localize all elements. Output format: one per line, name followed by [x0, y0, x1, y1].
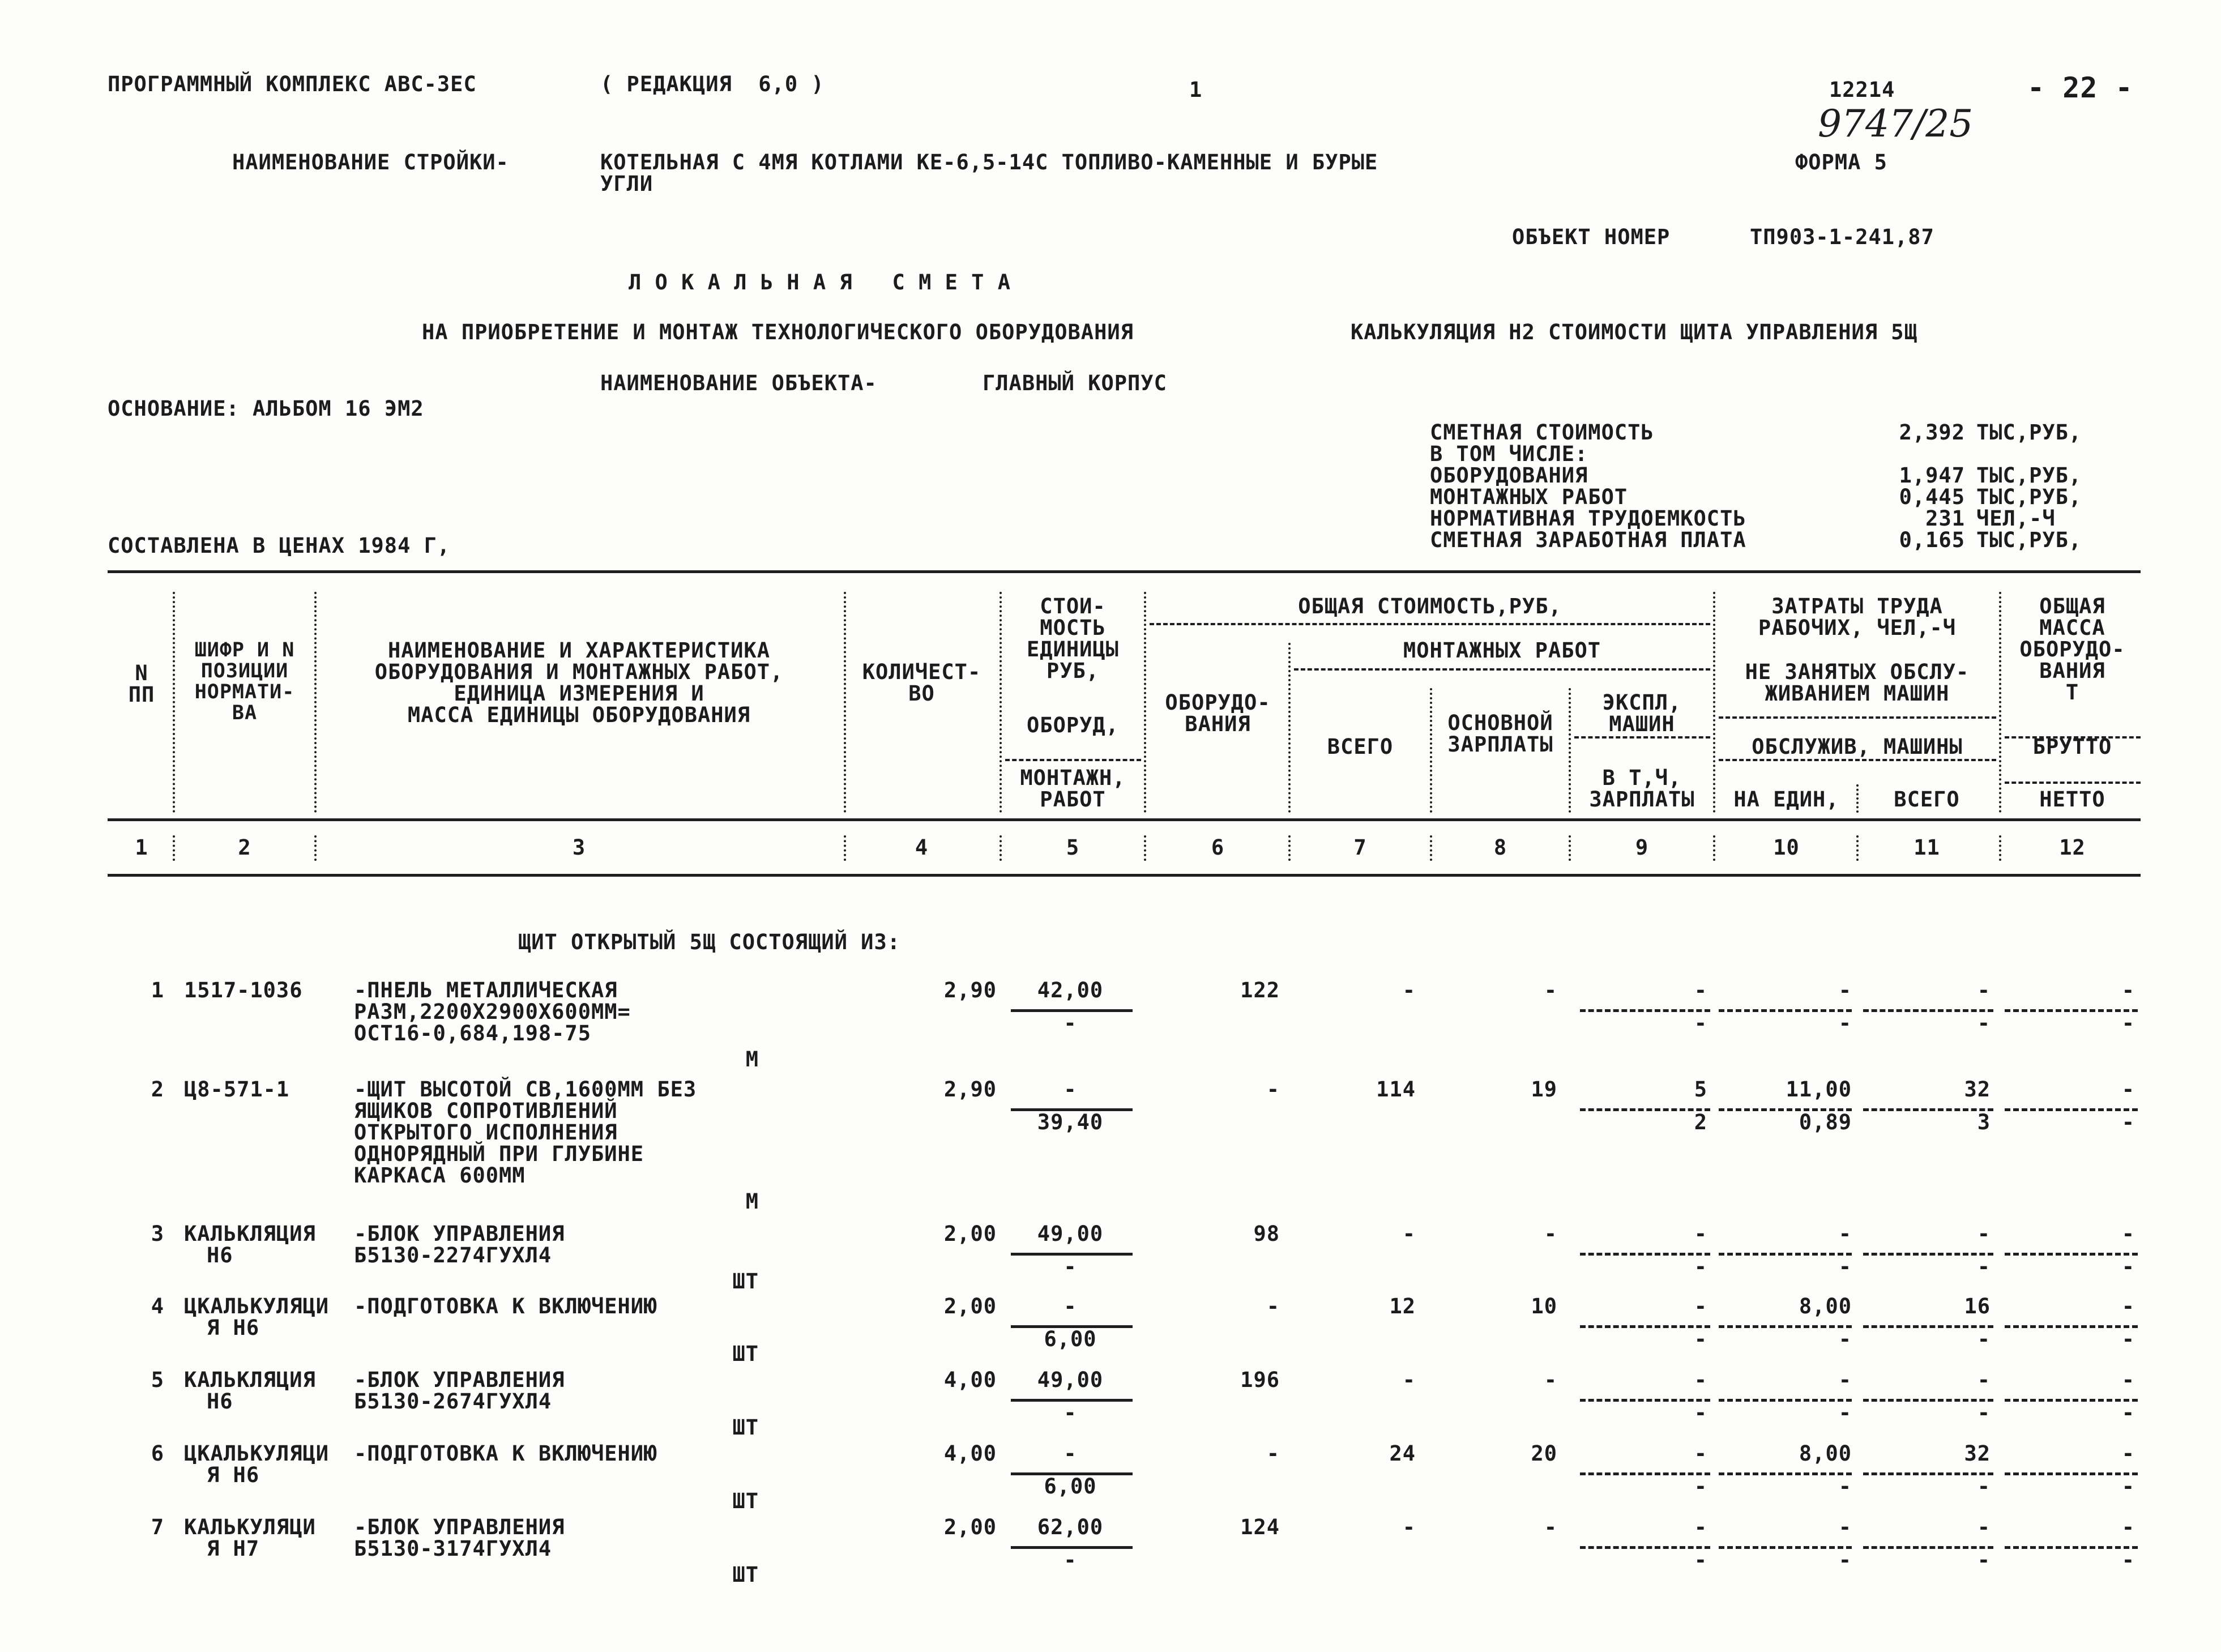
col-group-labor: РАБОЧИХ, ЧЕЛ,-Ч: [1758, 616, 1957, 640]
row-mass-net: -: [2121, 1110, 2135, 1134]
col-header-equipment: ВАНИЯ: [1185, 712, 1251, 736]
col-header-qty: ВО: [908, 681, 935, 706]
fraction-line: [2005, 1108, 2138, 1111]
row-unit-cost-mounting: 6,00: [1044, 1327, 1097, 1351]
row-total-mounting: -: [1402, 1368, 1416, 1392]
construction-label: НАИМЕНОВАНИЕ СТРОЙКИ-: [232, 150, 509, 174]
row-code: КАЛЬКУЛЯЦИ: [184, 1515, 316, 1539]
fraction-line: [1719, 1546, 1852, 1549]
row-total-equipment: -: [1266, 1441, 1280, 1466]
col-header-code: НОРМАТИ-: [194, 681, 295, 703]
row-salary: -: [1544, 1368, 1557, 1392]
row-description: -ЩИТ ВЫСОТОЙ СВ,1600ММ БЕЗ: [354, 1077, 697, 1102]
row-machines: -: [1694, 1441, 1707, 1466]
document-title: Л О К А Л Ь Н А Я С М Е Т А: [629, 270, 1011, 294]
object-name-label: НАИМЕНОВАНИЕ ОБЪЕКТА-: [600, 371, 877, 395]
row-labor-total: 32: [1964, 1441, 1991, 1466]
row-labor-total: -: [1977, 1515, 1991, 1539]
summary-label: ОБОРУДОВАНИЯ: [1430, 463, 1588, 488]
row-labor-total: -: [1977, 978, 1991, 1002]
row-code: 1517-1036: [184, 978, 303, 1002]
col-header-labor-total: ВСЕГО: [1894, 787, 1960, 812]
col-header-mass: ВАНИЯ: [2039, 659, 2105, 683]
row-quantity: 2,00: [943, 1294, 997, 1318]
row-labor-machine-per-unit: 0,89: [1799, 1110, 1852, 1134]
construction-name-line1: КОТЕЛЬНАЯ С 4МЯ КОТЛАМИ КЕ-6,5-14С ТОПЛИВО-КАМЕННЫЕ И БУРЫЕ: [600, 150, 1378, 174]
row-quantity: 4,00: [943, 1368, 997, 1392]
row-unit-cost-mounting: 6,00: [1044, 1474, 1097, 1499]
col-header-n: N: [135, 661, 148, 685]
column-number: 7: [1353, 835, 1367, 860]
row-description: -БЛОК УПРАВЛЕНИЯ: [354, 1368, 565, 1392]
row-labor-machine-per-unit: -: [1838, 1011, 1852, 1035]
col-header-labor-machine: ОБСЛУЖИВ, МАШИНЫ: [1752, 735, 1963, 759]
col-header-labor-free: ЖИВАНИЕМ МАШИН: [1765, 681, 1950, 706]
row-unit: М: [745, 1189, 759, 1214]
summary-value: 0,165: [1899, 528, 1965, 552]
row-labor-machine-total: -: [1977, 1254, 1991, 1279]
row-mass-net: -: [2121, 1011, 2135, 1035]
header-rule: [2005, 782, 2141, 784]
column-separator: [1856, 784, 1859, 813]
summary-label: В ТОМ ЧИСЛЕ:: [1430, 442, 1588, 466]
row-unit: ШТ: [732, 1489, 759, 1513]
row-code: КАЛЬКЛЯЦИЯ: [184, 1222, 316, 1246]
col-header-code: ВА: [232, 702, 258, 724]
summary-unit: ТЫС,РУБ,: [1976, 463, 2082, 488]
column-separator: [1713, 835, 1715, 861]
row-code: ЦКАЛЬКУЛЯЦИ: [184, 1294, 330, 1318]
basis: ОСНОВАНИЕ: АЛЬБОМ 16 ЭМ2: [108, 396, 424, 421]
row-number: 6: [151, 1441, 164, 1466]
row-quantity: 2,00: [943, 1515, 997, 1539]
fraction-line: [2005, 1399, 2138, 1402]
row-code: Я Н7: [207, 1536, 260, 1561]
column-separator: [844, 592, 846, 813]
fraction-line: [1863, 1253, 1993, 1256]
fraction-line: [2005, 1253, 2138, 1256]
row-labor-machine-total: -: [1977, 1401, 1991, 1425]
fraction-line: [1863, 1472, 1993, 1475]
summary-unit: ТЫС,РУБ,: [1976, 485, 2082, 509]
header-rule: [1005, 759, 1141, 761]
row-salary: -: [1544, 1222, 1557, 1246]
column-number: 3: [572, 835, 586, 860]
col-header-salary: ЗАРПЛАТЫ: [1447, 732, 1553, 757]
row-description: ОДНОРЯДНЫЙ ПРИ ГЛУБИНЕ: [354, 1142, 644, 1166]
column-number: 4: [915, 835, 929, 860]
summary-value: 1,947: [1899, 463, 1965, 488]
column-number: 9: [1635, 835, 1649, 860]
numbers-bottom-rule: [108, 874, 2141, 877]
row-code: Я Н6: [207, 1316, 260, 1340]
summary-label: МОНТАЖНЫХ РАБОТ: [1430, 485, 1628, 509]
row-labor-per-unit: 11,00: [1786, 1077, 1852, 1102]
col-header-mass-gross: БРУТТО: [2032, 735, 2112, 759]
col-header-per-unit: НА ЕДИН,: [1733, 787, 1839, 812]
column-separator: [1569, 688, 1571, 813]
row-labor-per-unit: -: [1838, 1368, 1852, 1392]
row-unit-cost-mounting: -: [1063, 1011, 1077, 1035]
row-unit: ШТ: [732, 1563, 759, 1587]
row-total-equipment: 124: [1240, 1515, 1280, 1539]
fraction-line: [1719, 1325, 1852, 1328]
fraction-line: [1719, 1472, 1852, 1475]
col-header-unit-cost-mounting: РАБОТ: [1040, 787, 1106, 812]
header-bottom-rule: [108, 818, 2141, 821]
row-description: Б5130-2274ГУХЛ4: [354, 1243, 552, 1267]
row-description: -БЛОК УПРАВЛЕНИЯ: [354, 1222, 565, 1246]
row-salary: -: [1544, 1515, 1557, 1539]
row-description: КАРКАСА 600ММ: [354, 1163, 526, 1188]
row-code: Н6: [207, 1389, 233, 1414]
summary-label: СМЕТНАЯ СТОИМОСТЬ: [1430, 420, 1654, 445]
row-labor-machine-total: -: [1977, 1474, 1991, 1499]
row-unit-cost-mounting: -: [1063, 1401, 1077, 1425]
calculation-title: КАЛЬКУЛЯЦИЯ Н2 СТОИМОСТИ ЩИТА УПРАВЛЕНИЯ 5Щ: [1351, 320, 1917, 344]
summary-label: СМЕТНАЯ ЗАРАБОТНАЯ ПЛАТА: [1430, 528, 1746, 552]
row-unit-cost-equipment: 42,00: [1037, 978, 1104, 1002]
row-description: -ПНЕЛЬ МЕТАЛЛИЧЕСКАЯ: [354, 978, 618, 1002]
row-labor-per-unit: -: [1838, 1515, 1852, 1539]
header-rule: [1294, 668, 1710, 671]
row-number: 5: [151, 1368, 164, 1392]
row-salary: -: [1544, 978, 1557, 1002]
row-mass-gross: -: [2121, 1294, 2135, 1318]
row-description: Б5130-3174ГУХЛ4: [354, 1536, 552, 1561]
row-unit-cost-mounting: 39,40: [1037, 1110, 1104, 1134]
row-machine-salary: -: [1694, 1011, 1707, 1035]
row-description: РАЗМ,2200Х2900Х600ММ=: [354, 1000, 631, 1024]
column-separator: [314, 592, 317, 813]
row-code: КАЛЬКЛЯЦИЯ: [184, 1368, 316, 1392]
row-labor-machine-total: -: [1977, 1327, 1991, 1351]
row-number: 3: [151, 1222, 164, 1246]
col-header-mass: ОБОРУДО-: [2019, 637, 2125, 661]
column-number: 6: [1211, 835, 1225, 860]
column-separator: [1288, 835, 1291, 861]
col-header-unit-cost: ЕДИНИЦЫ: [1027, 637, 1119, 661]
program-name: ПРОГРАММНЫЙ КОМПЛЕКС АВС-3ЕС: [108, 72, 477, 96]
fraction-line: [1580, 1009, 1710, 1012]
col-header-name: ЕДИНИЦА ИЗМЕРЕНИЯ И: [454, 681, 704, 706]
row-total-mounting: -: [1402, 978, 1416, 1002]
object-number: ТП903-1-241,87: [1750, 225, 1934, 249]
col-header-code: ШИФР И N: [194, 639, 295, 661]
fraction-line: [1863, 1009, 1993, 1012]
row-unit-cost-equipment: 49,00: [1037, 1222, 1104, 1246]
row-mass-net: -: [2121, 1327, 2135, 1351]
row-unit-cost-equipment: 49,00: [1037, 1368, 1104, 1392]
fraction-line: [1580, 1399, 1710, 1402]
col-header-machines: ЭКСПЛ,: [1602, 690, 1682, 715]
row-mass-gross: -: [2121, 1441, 2135, 1466]
fraction-line: [1580, 1472, 1710, 1475]
column-number: 5: [1066, 835, 1080, 860]
row-total-equipment: 122: [1240, 978, 1280, 1002]
col-header-qty: КОЛИЧЕСТ-: [862, 660, 981, 684]
row-unit-cost-equipment: 62,00: [1037, 1515, 1104, 1539]
column-separator: [173, 592, 175, 813]
row-labor-machine-total: 3: [1977, 1110, 1991, 1134]
column-separator: [1999, 592, 2001, 813]
fraction-line: [1863, 1546, 1993, 1549]
summary-value: 231: [1925, 506, 1965, 531]
col-header-unit-cost: МОСТЬ: [1040, 616, 1106, 640]
row-labor-machine-total: -: [1977, 1011, 1991, 1035]
construction-name-line2: УГЛИ: [600, 172, 654, 196]
handwritten-note: 9747/25: [1818, 102, 1974, 146]
row-mass-gross: -: [2121, 978, 2135, 1002]
column-number: 1: [135, 835, 148, 860]
row-machines: -: [1694, 1222, 1707, 1246]
header-rule: [1150, 623, 1710, 625]
table-top-rule: [108, 570, 2141, 573]
column-separator: [1288, 643, 1291, 813]
fraction-line: [1863, 1399, 1993, 1402]
row-quantity: 2,00: [943, 1222, 997, 1246]
col-header-unit-cost: СТОИ-: [1040, 594, 1106, 618]
col-header-unit-cost-equipment: ОБОРУД,: [1027, 713, 1119, 737]
row-total-equipment: -: [1266, 1077, 1280, 1102]
fraction-line: [1719, 1253, 1852, 1256]
fraction-line: [1580, 1253, 1710, 1256]
col-header-machine-salary: В Т,Ч,: [1602, 766, 1682, 790]
row-mass-gross: -: [2121, 1222, 2135, 1246]
fraction-line: [1580, 1108, 1710, 1111]
row-machines: 5: [1694, 1077, 1707, 1102]
row-unit-cost-equipment: -: [1063, 1294, 1077, 1318]
row-labor-total: -: [1977, 1222, 1991, 1246]
column-number: 2: [238, 835, 251, 860]
row-labor-total: 16: [1964, 1294, 1991, 1318]
row-quantity: 2,90: [943, 978, 997, 1002]
row-code: Ц8-571-1: [184, 1077, 290, 1102]
row-total-mounting: -: [1402, 1515, 1416, 1539]
row-machine-salary: 2: [1694, 1110, 1707, 1134]
row-unit-cost-mounting: -: [1063, 1254, 1077, 1279]
row-description: Б5130-2674ГУХЛ4: [354, 1389, 552, 1414]
fraction-line: [2005, 1325, 2138, 1328]
col-header-unit-cost-mounting: МОНТАЖН,: [1020, 766, 1126, 790]
column-separator: [1569, 835, 1571, 861]
row-labor-per-unit: -: [1838, 1222, 1852, 1246]
document-code: 12214: [1829, 78, 1895, 102]
row-number: 1: [151, 978, 164, 1002]
row-number: 2: [151, 1077, 164, 1102]
col-header-equipment: ОБОРУДО-: [1165, 690, 1271, 715]
row-labor-machine-per-unit: -: [1838, 1474, 1852, 1499]
fraction-line: [1863, 1108, 1993, 1111]
column-separator: [1430, 835, 1432, 861]
row-unit: ШТ: [732, 1415, 759, 1440]
row-description: -ПОДГОТОВКА К ВКЛЮЧЕНИЮ: [354, 1441, 657, 1466]
fraction-line: [2005, 1472, 2138, 1475]
column-separator: [314, 835, 317, 861]
fraction-line: [1580, 1546, 1710, 1549]
fraction-line: [2005, 1009, 2138, 1012]
row-labor-machine-per-unit: -: [1838, 1401, 1852, 1425]
summary-unit: ТЫС,РУБ,: [1976, 528, 2082, 552]
column-separator: [844, 835, 846, 861]
row-mass-net: -: [2121, 1401, 2135, 1425]
row-salary: 20: [1531, 1441, 1557, 1466]
row-machine-salary: -: [1694, 1327, 1707, 1351]
col-group-total-cost: ОБЩАЯ СТОИМОСТЬ,РУБ,: [1298, 594, 1562, 618]
column-separator: [1000, 835, 1002, 861]
row-machine-salary: -: [1694, 1474, 1707, 1499]
row-labor-total: -: [1977, 1368, 1991, 1392]
row-number: 7: [151, 1515, 164, 1539]
edition: ( РЕДАКЦИЯ 6,0 ): [600, 72, 825, 96]
object-number-label: ОБЪЕКТ НОМЕР: [1512, 225, 1671, 249]
header-rule: [1719, 759, 1996, 761]
row-salary: 19: [1531, 1077, 1557, 1102]
column-number: 8: [1493, 835, 1507, 860]
row-total-equipment: -: [1266, 1294, 1280, 1318]
row-unit: ШТ: [732, 1342, 759, 1366]
row-machine-salary: -: [1694, 1548, 1707, 1572]
row-description: ОСТ16-0,684,198-75: [354, 1021, 591, 1045]
row-total-mounting: 24: [1389, 1441, 1416, 1466]
row-code: Я Н6: [207, 1463, 260, 1487]
document-subtitle: НА ПРИОБРЕТЕНИЕ И МОНТАЖ ТЕХНОЛОГИЧЕСКОГО ОБОРУДОВАНИЯ: [422, 320, 1134, 344]
row-number: 4: [151, 1294, 164, 1318]
row-code: Н6: [207, 1243, 233, 1267]
col-header-mass: МАССА: [2039, 616, 2105, 640]
col-header-machines: МАШИН: [1609, 712, 1675, 736]
fraction-line: [1580, 1325, 1710, 1328]
column-separator: [1999, 835, 2001, 861]
row-machines: -: [1694, 978, 1707, 1002]
row-unit: М: [745, 1047, 759, 1072]
col-header-total: ВСЕГО: [1327, 735, 1394, 759]
column-number: 10: [1773, 835, 1800, 860]
row-code: ЦКАЛЬКУЛЯЦИ: [184, 1441, 330, 1466]
fraction-line: [1863, 1325, 1993, 1328]
row-total-mounting: 12: [1389, 1294, 1416, 1318]
summary-label: НОРМАТИВНАЯ ТРУДОЕМКОСТЬ: [1430, 506, 1746, 531]
row-labor-per-unit: 8,00: [1799, 1441, 1852, 1466]
col-header-mass-net: НЕТТО: [2039, 787, 2105, 812]
col-header-mass: Т: [2065, 680, 2079, 705]
row-description: -БЛОК УПРАВЛЕНИЯ: [354, 1515, 565, 1539]
column-number: 11: [1914, 835, 1940, 860]
row-mass-net: -: [2121, 1254, 2135, 1279]
col-header-name: ОБОРУДОВАНИЯ И МОНТАЖНЫХ РАБОТ,: [374, 660, 784, 684]
summary-value: 0,445: [1899, 485, 1965, 509]
col-header-n: ПП: [128, 682, 155, 707]
row-description: ОТКРЫТОГО ИСПОЛНЕНИЯ: [354, 1120, 618, 1145]
column-separator: [1856, 835, 1859, 861]
price-basis: СОСТАВЛЕНА В ЦЕНАХ 1984 Г,: [108, 533, 451, 558]
fraction-line: [1719, 1009, 1852, 1012]
header-rule: [1719, 716, 1996, 719]
row-unit: ШТ: [732, 1269, 759, 1294]
column-separator: [1430, 688, 1432, 813]
row-labor-per-unit: -: [1838, 978, 1852, 1002]
row-machine-salary: -: [1694, 1254, 1707, 1279]
row-total-mounting: -: [1402, 1222, 1416, 1246]
summary-value: 2,392: [1899, 420, 1965, 445]
column-separator: [1144, 835, 1146, 861]
row-unit-cost-mounting: -: [1063, 1548, 1077, 1572]
summary-unit: ТЫС,РУБ,: [1976, 420, 2082, 445]
row-machines: -: [1694, 1515, 1707, 1539]
col-header-code: ПОЗИЦИИ: [200, 660, 289, 682]
col-header-salary: ОСНОВНОЙ: [1447, 711, 1553, 735]
column-number: 12: [2059, 835, 2086, 860]
row-total-equipment: 98: [1253, 1222, 1280, 1246]
col-header-name: МАССА ЕДИНИЦЫ ОБОРУДОВАНИЯ: [407, 703, 751, 727]
col-header-name: НАИМЕНОВАНИЕ И ХАРАКТЕРИСТИКА: [387, 638, 770, 663]
fraction-line: [1719, 1399, 1852, 1402]
col-header-mass: ОБЩАЯ: [2039, 594, 2105, 618]
row-labor-per-unit: 8,00: [1799, 1294, 1852, 1318]
row-salary: 10: [1531, 1294, 1557, 1318]
column-separator: [173, 835, 175, 861]
row-mass-gross: -: [2121, 1515, 2135, 1539]
row-total-mounting: 114: [1376, 1077, 1416, 1102]
col-header-labor-free: НЕ ЗАНЯТЫХ ОБСЛУ-: [1745, 660, 1970, 684]
row-unit-cost-equipment: -: [1063, 1441, 1077, 1466]
col-header-machine-salary: ЗАРПЛАТЫ: [1589, 787, 1695, 812]
page-number: - 22 -: [2027, 71, 2133, 104]
row-total-equipment: 196: [1240, 1368, 1280, 1392]
sheet-number: 1: [1189, 78, 1203, 102]
column-separator: [1713, 592, 1715, 813]
row-mass-net: -: [2121, 1474, 2135, 1499]
row-mass-net: -: [2121, 1548, 2135, 1572]
col-group-mounting: МОНТАЖНЫХ РАБОТ: [1403, 638, 1601, 663]
row-quantity: 4,00: [943, 1441, 997, 1466]
fraction-line: [2005, 1546, 2138, 1549]
row-description: ЯЩИКОВ СОПРОТИВЛЕНИЙ: [354, 1099, 618, 1123]
row-labor-machine-per-unit: -: [1838, 1548, 1852, 1572]
object-name: ГЛАВНЫЙ КОРПУС: [983, 371, 1167, 395]
row-labor-machine-per-unit: -: [1838, 1327, 1852, 1351]
section-title: ЩИТ ОТКРЫТЫЙ 5Щ СОСТОЯЩИЙ ИЗ:: [518, 930, 901, 954]
row-mass-gross: -: [2121, 1077, 2135, 1102]
row-quantity: 2,90: [943, 1077, 997, 1102]
row-labor-machine-total: -: [1977, 1548, 1991, 1572]
row-machines: -: [1694, 1294, 1707, 1318]
col-group-labor: ЗАТРАТЫ ТРУДА: [1771, 594, 1943, 618]
column-separator: [1000, 592, 1002, 813]
form-label: ФОРМА 5: [1795, 150, 1887, 174]
col-header-unit-cost: РУБ,: [1046, 659, 1100, 683]
row-mass-gross: -: [2121, 1368, 2135, 1392]
header-rule: [1574, 736, 1710, 739]
row-labor-machine-per-unit: -: [1838, 1254, 1852, 1279]
row-unit-cost-equipment: -: [1063, 1077, 1077, 1102]
row-machine-salary: -: [1694, 1401, 1707, 1425]
row-labor-total: 32: [1964, 1077, 1991, 1102]
row-description: -ПОДГОТОВКА К ВКЛЮЧЕНИЮ: [354, 1294, 657, 1318]
column-separator: [1144, 592, 1146, 813]
summary-unit: ЧЕЛ,-Ч: [1976, 506, 2056, 531]
row-machines: -: [1694, 1368, 1707, 1392]
